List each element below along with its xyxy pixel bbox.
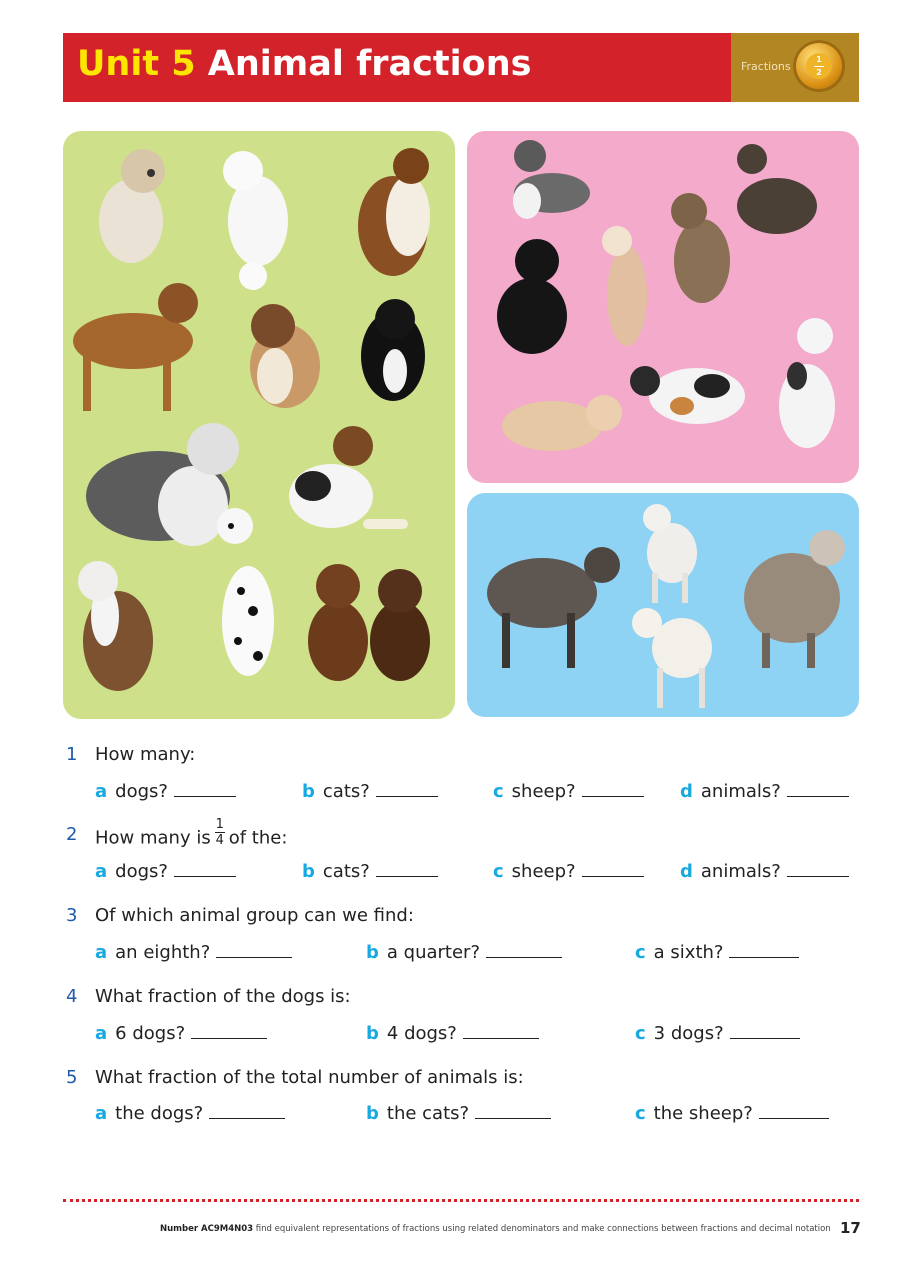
topic-label: Fractions bbox=[741, 60, 791, 73]
option-text: sheep? bbox=[511, 781, 576, 802]
answer-option bbox=[95, 780, 236, 802]
answer-option bbox=[302, 780, 438, 802]
badge-fraction bbox=[806, 53, 832, 79]
option-text: 3 dogs? bbox=[653, 1023, 724, 1044]
option-letter: b bbox=[366, 1103, 379, 1124]
cat-4-image bbox=[602, 226, 647, 346]
dog-7-image bbox=[86, 423, 239, 546]
answer-blank[interactable] bbox=[729, 941, 799, 958]
option-text: cats? bbox=[322, 861, 370, 882]
answer-option bbox=[95, 1102, 285, 1124]
answer-option bbox=[302, 860, 438, 882]
option-letter: b bbox=[302, 781, 315, 802]
answer-blank[interactable] bbox=[730, 1022, 800, 1039]
option-letter: a bbox=[95, 942, 108, 963]
answer-option bbox=[680, 860, 849, 882]
dog-6-image bbox=[361, 299, 425, 401]
dog-1-image bbox=[99, 149, 165, 263]
option-letter: b bbox=[366, 1023, 379, 1044]
answer-option bbox=[366, 1102, 551, 1124]
answer-option bbox=[95, 941, 292, 963]
cat-3-image bbox=[497, 239, 567, 354]
cat-2-image bbox=[737, 144, 817, 234]
answer-blank[interactable] bbox=[475, 1102, 551, 1119]
option-text: the dogs? bbox=[115, 1103, 204, 1124]
question-number: 2 bbox=[66, 824, 78, 845]
sheep-1-image bbox=[487, 547, 620, 668]
dog-10-image bbox=[217, 508, 274, 676]
question-text-after: of the: bbox=[228, 827, 288, 849]
question-number: 5 bbox=[66, 1067, 78, 1088]
dog-5-image bbox=[250, 304, 320, 408]
answer-option bbox=[635, 1022, 800, 1044]
option-letter: b bbox=[302, 861, 315, 882]
cat-1-image bbox=[513, 140, 590, 219]
footer-divider bbox=[63, 1199, 859, 1202]
fraction-badge-icon bbox=[793, 40, 845, 92]
dog-8-image bbox=[289, 426, 408, 529]
option-letter: c bbox=[493, 861, 504, 882]
dog-11-image bbox=[308, 564, 368, 681]
option-letter: d bbox=[680, 861, 693, 882]
answer-blank[interactable] bbox=[376, 780, 438, 797]
answer-option bbox=[635, 1102, 829, 1124]
dog-2-image bbox=[223, 151, 288, 290]
question-text: What fraction of the dogs is: bbox=[95, 986, 351, 1007]
fraction-numerator: 1 bbox=[215, 817, 224, 832]
answer-option bbox=[493, 780, 644, 802]
option-letter: c bbox=[635, 1103, 646, 1124]
option-letter: c bbox=[635, 1023, 646, 1044]
option-text: the cats? bbox=[386, 1103, 470, 1124]
answer-blank[interactable] bbox=[582, 780, 644, 797]
question-text: How many: bbox=[95, 744, 196, 765]
option-letter: b bbox=[366, 942, 379, 963]
answer-blank[interactable] bbox=[582, 860, 644, 877]
curriculum-description: find equivalent representations of fractions using related denominators and make connections between fractions and decimal notation bbox=[255, 1224, 831, 1234]
option-letter: a bbox=[95, 1103, 108, 1124]
fraction-one-quarter bbox=[215, 818, 225, 847]
option-text: cats? bbox=[322, 781, 370, 802]
answer-blank[interactable] bbox=[463, 1022, 539, 1039]
option-text: a quarter? bbox=[386, 942, 480, 963]
answer-option bbox=[366, 1022, 539, 1044]
dog-9-image bbox=[78, 561, 153, 691]
option-letter: c bbox=[493, 781, 504, 802]
answer-option bbox=[95, 1022, 267, 1044]
option-letter: c bbox=[635, 942, 646, 963]
answer-blank[interactable] bbox=[174, 860, 236, 877]
sheep-panel bbox=[467, 493, 859, 717]
dog-3-image bbox=[358, 148, 430, 276]
topic-bar bbox=[731, 33, 859, 102]
option-letter: d bbox=[680, 781, 693, 802]
option-text: an eighth? bbox=[115, 942, 211, 963]
badge-numerator: 1 bbox=[816, 55, 822, 64]
cat-8-image bbox=[779, 318, 835, 448]
cat-7-image bbox=[630, 366, 745, 424]
answer-blank[interactable] bbox=[209, 1102, 285, 1119]
dogs-panel bbox=[63, 131, 455, 719]
option-letter: a bbox=[95, 781, 108, 802]
unit-header bbox=[63, 33, 859, 102]
answer-blank[interactable] bbox=[216, 941, 292, 958]
answer-blank[interactable] bbox=[486, 941, 562, 958]
answer-blank[interactable] bbox=[759, 1102, 829, 1119]
badge-fraction-bar bbox=[814, 66, 824, 67]
dog-4-image bbox=[73, 283, 198, 411]
cat-6-image bbox=[502, 395, 622, 451]
option-text: animals? bbox=[700, 861, 781, 882]
sheep-3-image bbox=[632, 608, 712, 708]
answer-blank[interactable] bbox=[376, 860, 438, 877]
question-number: 3 bbox=[66, 905, 78, 926]
cats-panel bbox=[467, 131, 859, 483]
option-letter: a bbox=[95, 1023, 108, 1044]
answer-blank[interactable] bbox=[191, 1022, 267, 1039]
header-title-bar bbox=[63, 33, 731, 102]
dog-12-image bbox=[370, 569, 430, 681]
question-text bbox=[95, 817, 288, 853]
question-number: 4 bbox=[66, 986, 78, 1007]
answer-blank[interactable] bbox=[174, 780, 236, 797]
question-text: Of which animal group can we find: bbox=[95, 905, 414, 926]
option-text: dogs? bbox=[115, 781, 168, 802]
page-number: 17 bbox=[840, 1219, 861, 1237]
cat-5-image bbox=[671, 193, 730, 303]
title-text: Animal fractions bbox=[207, 44, 532, 84]
sheep-4-image bbox=[744, 530, 845, 668]
curriculum-code bbox=[160, 1224, 831, 1234]
answer-blank[interactable] bbox=[787, 860, 849, 877]
option-text: sheep? bbox=[511, 861, 576, 882]
question-text: What fraction of the total number of animals is: bbox=[95, 1067, 524, 1088]
answer-blank[interactable] bbox=[787, 780, 849, 797]
answer-option bbox=[493, 860, 644, 882]
answer-option bbox=[95, 860, 236, 882]
page-title bbox=[77, 44, 531, 84]
option-letter: a bbox=[95, 861, 108, 882]
curriculum-code-id: Number AC9M4N03 bbox=[160, 1224, 254, 1234]
question-number: 1 bbox=[66, 744, 78, 765]
answer-option bbox=[366, 941, 562, 963]
option-text: 4 dogs? bbox=[386, 1023, 457, 1044]
option-text: dogs? bbox=[115, 861, 168, 882]
option-text: 6 dogs? bbox=[115, 1023, 186, 1044]
unit-label: Unit 5 bbox=[77, 44, 196, 84]
fraction-denominator: 4 bbox=[215, 833, 224, 848]
option-text: a sixth? bbox=[653, 942, 724, 963]
answer-option bbox=[680, 780, 849, 802]
badge-denominator: 2 bbox=[816, 68, 822, 77]
answer-option bbox=[635, 941, 799, 963]
sheep-2-image bbox=[643, 504, 697, 603]
option-text: the sheep? bbox=[653, 1103, 753, 1124]
question-text-before: How many is bbox=[95, 827, 211, 849]
option-text: animals? bbox=[700, 781, 781, 802]
